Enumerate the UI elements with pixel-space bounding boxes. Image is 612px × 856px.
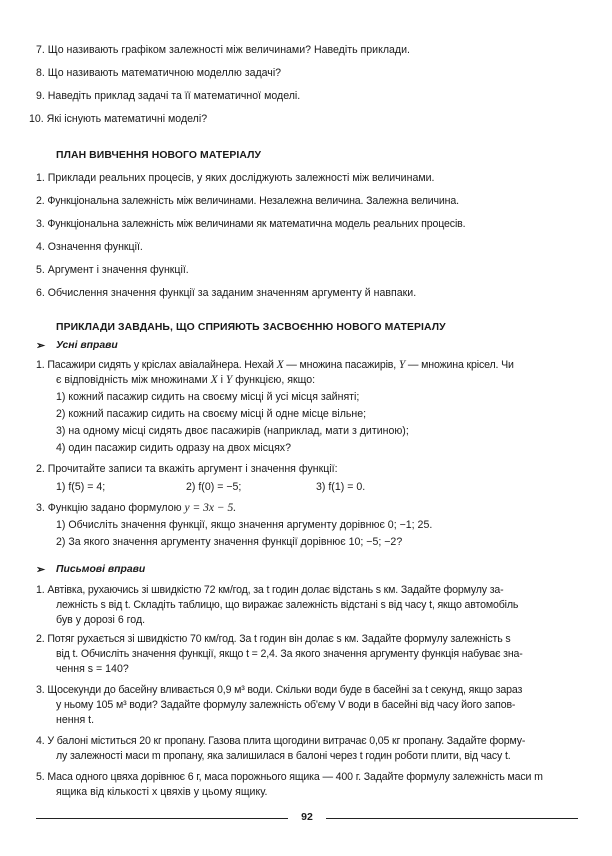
- text: функцією, якщо:: [232, 374, 316, 386]
- exercise-text-line: нення t.: [56, 714, 95, 726]
- plan-item: 6. Обчислення значення функції за заданим значенням аргументу й навпаки.: [36, 287, 417, 299]
- question-item: 10. Які існують математичні моделі?: [29, 113, 208, 125]
- oral-exercises-title: Усні вправи: [56, 340, 118, 351]
- math-var: X: [276, 359, 284, 371]
- exercise-1-option: 1) кожний пасажир сидить на своєму місці й усі місця зайняті;: [56, 391, 360, 403]
- exercise-text-line: 3. Щосекунди до басейну вливається 0,9 м³ води. Скільки води буде в басейні за t секунд, якщо зараз: [36, 684, 523, 696]
- exercise-1-option: 3) на одному місці сидять двоє пасажирів (наприклад, мати з дитиною);: [56, 425, 409, 437]
- exercise-3-option: 1) Обчисліть значення функції, якщо значення аргументу дорівнює 0; −1; 25.: [56, 519, 433, 531]
- formula: y = 3x − 5.: [184, 502, 237, 514]
- exercise-text-line: 4. У балоні міститься 20 кг пропану. Газова плита щогодини витрачає 0,05 кг пропану. Задайте форму-: [36, 735, 526, 747]
- arrow-right-icon: ➢: [36, 564, 46, 576]
- question-item: 9. Наведіть приклад задачі та її математичної моделі.: [36, 90, 301, 102]
- exercise-text-line: лежність s від t. Складіть таблицю, що виражає залежність відстані s від часу t, якщо автомобіль: [56, 599, 519, 611]
- exercise-2-item: 2) f(0) = −5;: [186, 481, 242, 493]
- exercise-2-item: 3) f(1) = 0.: [316, 481, 366, 493]
- question-item: 7. Що називають графіком залежності між величинами? Наведіть приклади.: [36, 44, 410, 56]
- text: 1. Пасажири сидять у кріслах авіалайнера. Нехай: [36, 359, 277, 371]
- exercise-text-line: ящика від кількості x цвяхів у цьому ящику.: [56, 786, 268, 798]
- text: є відповідність між множинами: [56, 374, 211, 386]
- exercise-2-line: 2. Прочитайте записи та вкажіть аргумент і значення функції:: [36, 463, 338, 475]
- math-var: Y: [225, 374, 233, 386]
- exercise-text-line: був у дорозі 6 год.: [56, 614, 146, 626]
- plan-item: 3. Функціональна залежність між величинами як математична модель реальних процесів.: [36, 218, 466, 230]
- question-item: 8. Що називають математичною моделлю задачі?: [36, 67, 282, 79]
- text: 3. Функцію задано формулою: [36, 502, 185, 514]
- exercise-text-line: 1. Автівка, рухаючись зі швидкістю 72 км/год, за t годин долає відстань s км. Задайте формулу за-: [36, 584, 504, 596]
- exercise-3-line: [36, 502, 236, 515]
- exercise-1-option: 2) кожний пасажир сидить на своєму місці й одне місце вільне;: [56, 408, 367, 420]
- exercise-text-line: лу залежності маси m пропану, яка залишилася в балоні через t годин роботи плити, від часу t.: [56, 750, 511, 762]
- text: — множина крісел. Чи: [405, 359, 514, 371]
- math-var: Y: [398, 359, 406, 371]
- text: — множина пасажирів,: [283, 359, 399, 371]
- arrow-right-icon: ➢: [36, 340, 46, 352]
- exercise-text-line: чення s = 140?: [56, 663, 129, 675]
- plan-item: 1. Приклади реальних процесів, у яких досліджують залежності між величинами.: [36, 172, 435, 184]
- exercise-1-option: 4) один пасажир сидить одразу на двох місцях?: [56, 442, 291, 454]
- plan-item: 2. Функціональна залежність між величинами. Незалежна величина. Залежна величина.: [36, 195, 459, 207]
- exercise-text-line: від t. Обчисліть значення функції, якщо t = 2,4. За якого значення аргументу функція набуває зна-: [56, 648, 523, 660]
- exercise-text-line: 5. Маса одного цвяха дорівнює 6 г, маса порожнього ящика — 400 г. Задайте формулу залежність маси m: [36, 771, 543, 783]
- plan-item: 4. Означення функції.: [36, 241, 143, 253]
- exercise-1-line: [56, 374, 315, 387]
- math-var: X: [210, 374, 218, 386]
- plan-item: 5. Аргумент і значення функції.: [36, 264, 189, 276]
- exercise-1-line: [36, 359, 514, 372]
- exercise-2-item: 1) f(5) = 4;: [56, 481, 106, 493]
- exercise-text-line: у ньому 105 м³ води? Задайте формулу залежність об'єму V води в басейні від часу його запов-: [56, 699, 516, 711]
- written-exercises-title: Письмові вправи: [56, 564, 146, 575]
- exercise-3-option: 2) За якого значення аргументу значення функції дорівнює 10; −5; −2?: [56, 536, 403, 548]
- text: і: [217, 374, 226, 386]
- examples-heading: ПРИКЛАДИ ЗАВДАНЬ, ЩО СПРИЯЮТЬ ЗАСВОЄННЮ НОВОГО МАТЕРІАЛУ: [56, 322, 446, 333]
- exercise-text-line: 2. Потяг рухається зі швидкістю 70 км/год. За t годин він долає s км. Задайте формулу залежність s: [36, 633, 511, 645]
- plan-heading: ПЛАН ВИВЧЕННЯ НОВОГО МАТЕРІАЛУ: [56, 150, 262, 161]
- footer-rule-right: [326, 818, 578, 819]
- page-number: 92: [301, 811, 313, 823]
- footer-rule-left: [36, 818, 288, 819]
